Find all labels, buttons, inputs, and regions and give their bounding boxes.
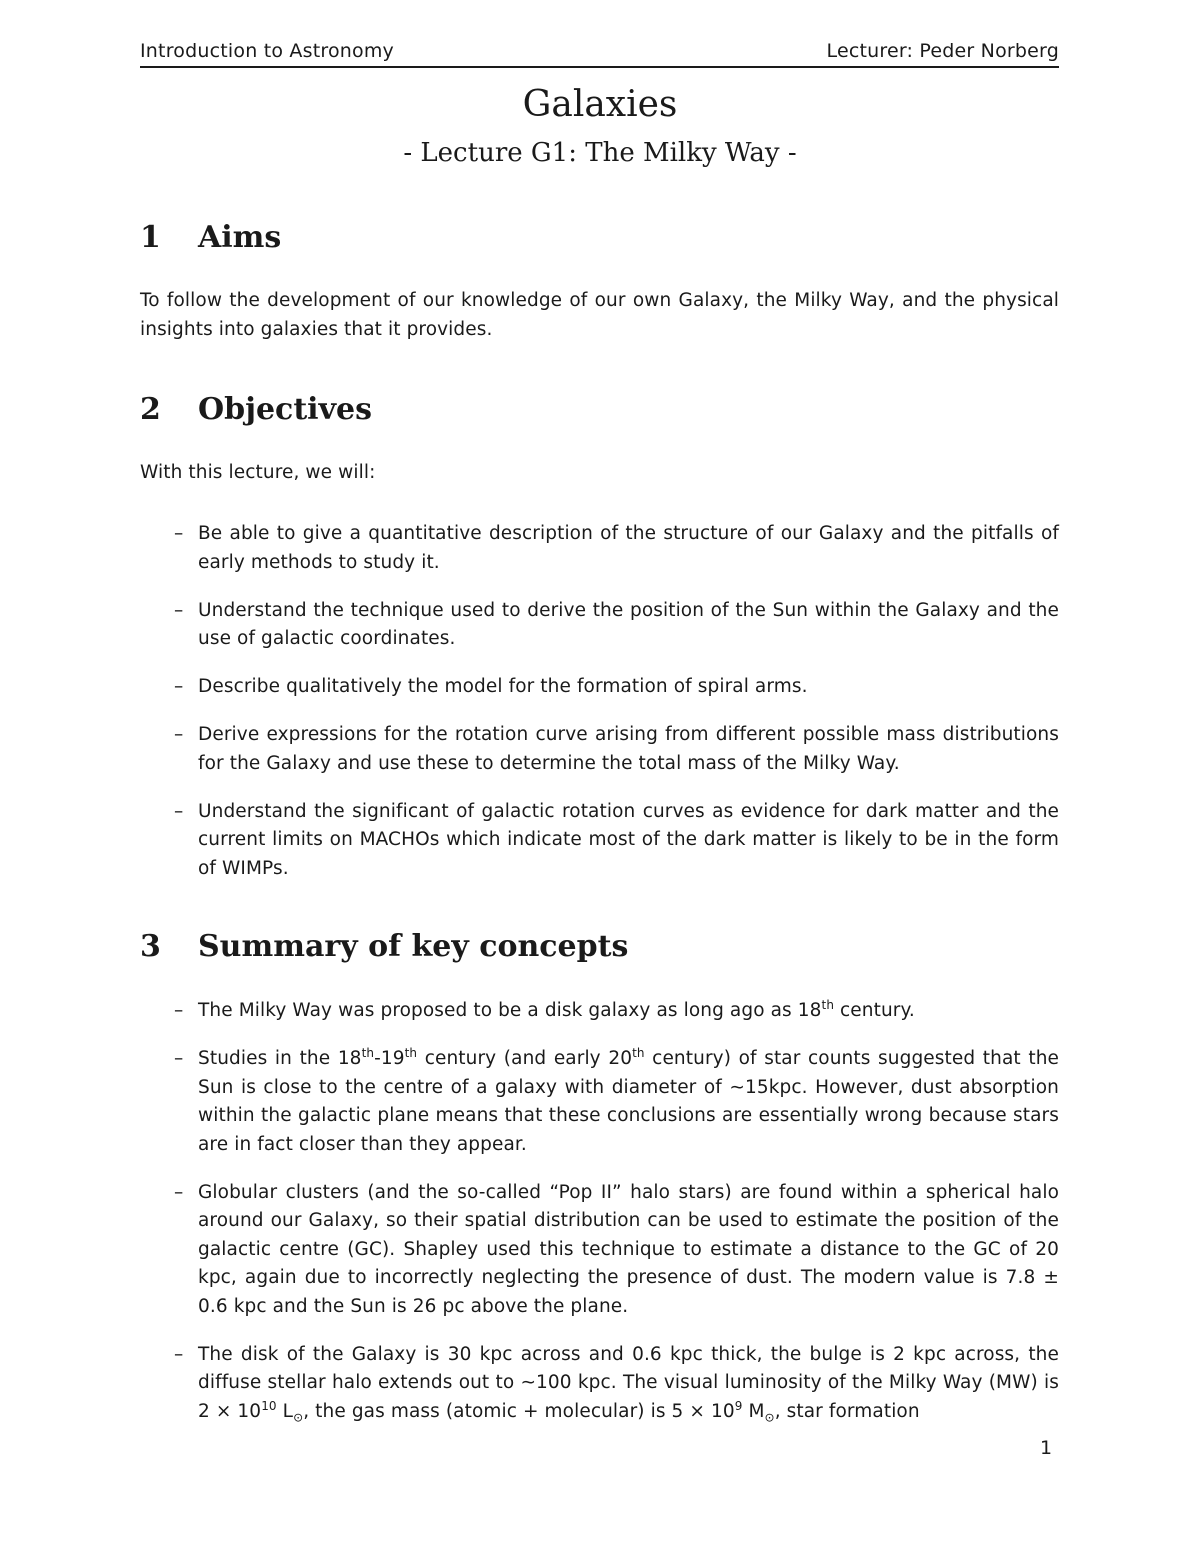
list-item: – Describe qualitatively the model for the formation of spiral arms. [174, 676, 808, 697]
list-item: – Understand the significant of galactic rotation curves as evidence for dark matter and the current limits on MACHOs which indicate most of the dark matter is likely to be in the form of WIMPs. [174, 800, 1059, 879]
page-number: 1 [1040, 1437, 1053, 1459]
running-header [140, 40, 1059, 68]
list-item: – Globular clusters (and the so-called “Pop II” halo stars) are found within a spherical halo around our Galaxy, so their spatial distribution can be used to estimate the position of the galactic centre (GC). Shapley used this technique to estimate a distance to the GC of 20 kpc, again due to incorrectly neglecting the presence of dust. The modern value is 7.8 ± 0.6 kpc and the Sun is 26 pc above the plane. [174, 1181, 1059, 1317]
section-number: 3 [140, 929, 161, 964]
list-item: – The Milky Way was proposed to be a disk galaxy as long ago as 18th century. [174, 997, 915, 1021]
list-item: – Be able to give a quantitative description of the structure of our Galaxy and the pitfalls of early methods to study it. [174, 523, 1059, 573]
list-item: – Understand the technique used to derive the position of the Sun within the Galaxy and the use of galactic coordinates. [174, 599, 1059, 649]
aims-paragraph: To follow the development of our knowledge of our own Galaxy, the Milky Way, and the physical insights into galaxies that it provides. [140, 290, 1059, 340]
list-item: – Studies in the 18th-19th century (and early 20th century) of star counts suggested that the Sun is close to the centre of a galaxy with diameter of ∼15kpc. However, dust absorption within the galactic plane means that these conclusions are essentially wrong because stars are in fact closer than they appear. [174, 1045, 1060, 1155]
section-title: Summary of key concepts [198, 929, 629, 964]
section-heading-objectives [140, 392, 372, 427]
document-title: Galaxies [522, 84, 678, 125]
objectives-intro: With this lecture, we will: [140, 462, 376, 483]
section-number: 2 [140, 392, 161, 427]
section-heading-aims [140, 220, 281, 255]
objectives-list [140, 520, 1059, 903]
section-title: Objectives [198, 392, 372, 427]
lecturer-name: Lecturer: Peder Norberg [826, 40, 1059, 62]
section-number: 1 [140, 220, 161, 255]
section-heading-key-concepts [140, 929, 628, 964]
course-name: Introduction to Astronomy [140, 40, 394, 62]
key-concepts-list [140, 997, 1059, 1446]
list-item: – Derive expressions for the rotation curve arising from different possible mass distributions for the Galaxy and use these to determine the total mass of the Milky Way. [174, 724, 1059, 774]
section-title: Aims [198, 220, 282, 255]
list-item: – The disk of the Galaxy is 30 kpc across and 0.6 kpc thick, the bulge is 2 kpc across, the diffuse stellar halo extends out to ∼100 kpc. The visual luminosity of the Milky Way (MW) is $2 \times 10^{10}$ $L_⊙$, the gas mass (atomic + molecular) is $5 \times 10^9$ $M_⊙$, star formation [174, 1343, 1059, 1425]
document-subtitle: - Lecture G1: The Milky Way - [403, 138, 797, 168]
